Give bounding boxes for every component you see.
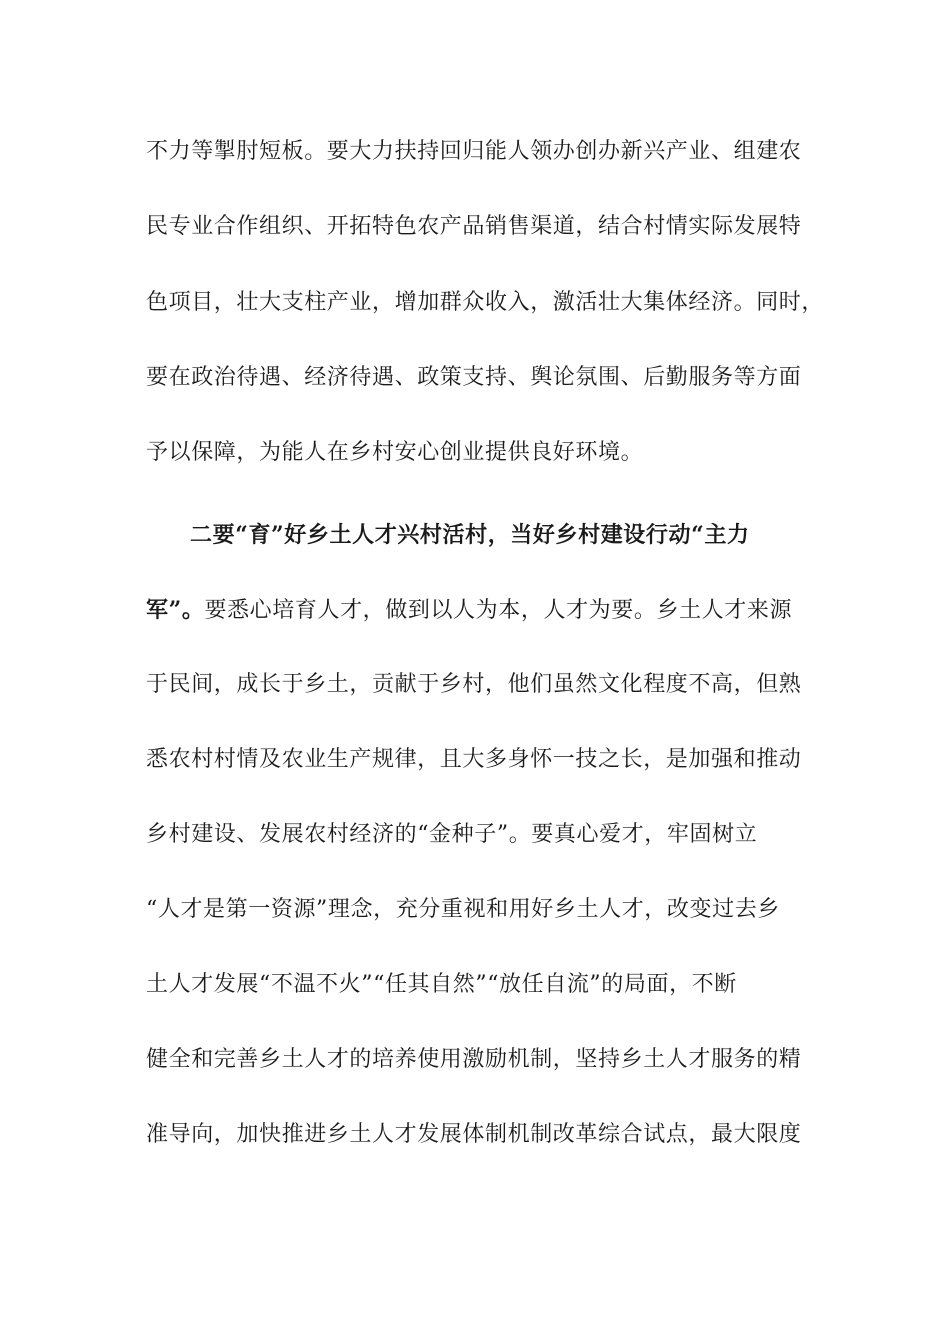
text-line: “人才是第一资源”理念，充分重视和用好乡土人才，改变过去乡	[146, 897, 780, 922]
text-line: 色项目，壮大支柱产业，增加群众收入，激活壮大集体经济。同时，	[146, 290, 825, 315]
section-heading-end: 军”。	[146, 597, 205, 623]
text-line: 健全和完善乡土人才的培养使用激励机制，坚持乡土人才服务的精	[146, 1047, 802, 1072]
text-line: 悉农村村情及农业生产规律，且大多身怀一技之长，是加强和推动	[146, 747, 802, 772]
text-line: 土人才发展“不温不火”“任其自然”“放任自流”的局面，不断	[146, 972, 737, 997]
text-line: 予以保障，为能人在乡村安心创业提供良好环境。	[146, 440, 644, 465]
text-line: 民专业合作组织、开拓特色农产品销售渠道，结合村情实际发展特	[146, 214, 802, 239]
section-heading: 二要“育”好乡土人才兴村活村，当好乡村建设行动“主力	[190, 522, 750, 548]
text-line: 要在政治待遇、经济待遇、政策支持、舆论氛围、后勤服务等方面	[146, 365, 802, 390]
text-run: 要悉心培育人才，做到以人为本，人才为要。乡土人才来源	[204, 598, 793, 623]
text-line	[146, 595, 806, 626]
text-line: 乡村建设、发展农村经济的“金种子”。要真心爱才，牢固树立	[146, 822, 758, 847]
text-line: 不力等掣肘短板。要大力扶持回归能人领办创办新兴产业、组建农	[146, 139, 802, 164]
text-line: 于民间，成长于乡土，贡献于乡村，他们虽然文化程度不高，但熟	[146, 672, 802, 697]
text-line: 准导向，加快推进乡土人才发展体制机制改革综合试点，最大限度	[146, 1122, 802, 1147]
